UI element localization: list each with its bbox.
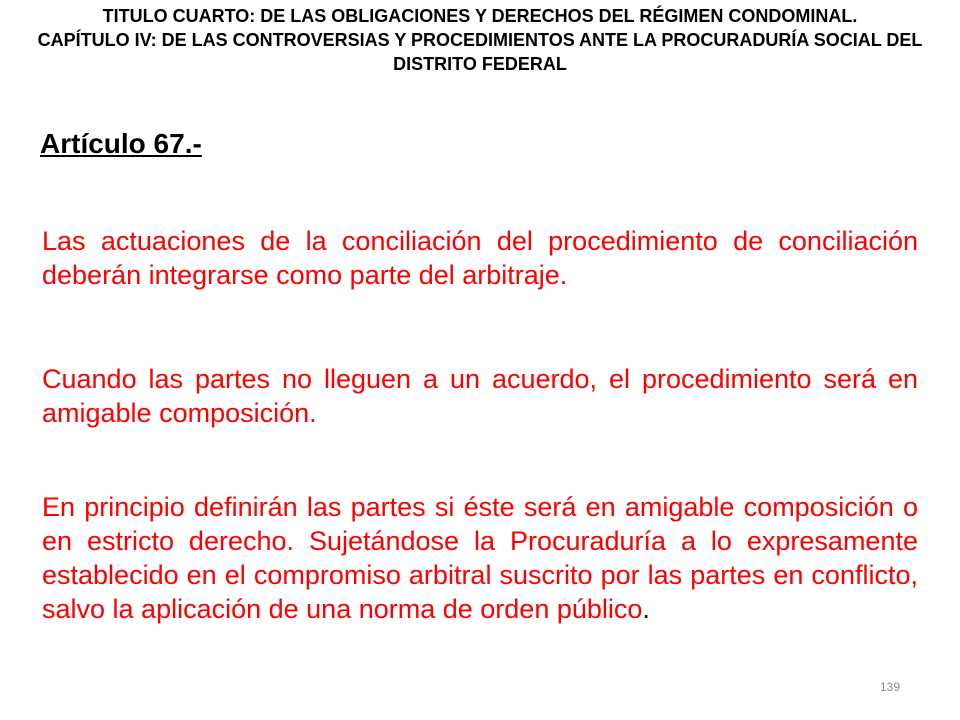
chapter-heading: CAPÍTULO IV: DE LAS CONTROVERSIAS Y PROCEDIMIENTOS ANTE LA PROCURADURÍA SOCIAL DEL DISTRITO FEDERAL <box>37 30 923 74</box>
article-paragraph-1: Las actuaciones de la conciliación del procedimiento de conciliación deberán integrarse como parte del arbitraje. <box>42 226 918 290</box>
document-header <box>20 4 940 76</box>
article-paragraph-2: Cuando las partes no lleguen a un acuerdo, el procedimiento será en amigable composición. <box>42 364 918 428</box>
article-title: Artículo 67.- <box>40 128 202 159</box>
article-paragraph-3 <box>42 490 918 626</box>
final-period: . <box>642 594 650 624</box>
article-paragraph-3-text: En principio definirán las partes si éste será en amigable composición o en estricto derecho. Sujetándose la Procuraduría a lo expresamente establecido en el compromiso arbitral suscrito por las partes en conflicto, salvo la aplicación de una norma de orden público <box>42 492 918 624</box>
title-heading: TITULO CUARTO: DE LAS OBLIGACIONES Y DERECHOS DEL RÉGIMEN CONDOMINAL. <box>102 6 858 26</box>
page-number: 139 <box>880 680 901 694</box>
